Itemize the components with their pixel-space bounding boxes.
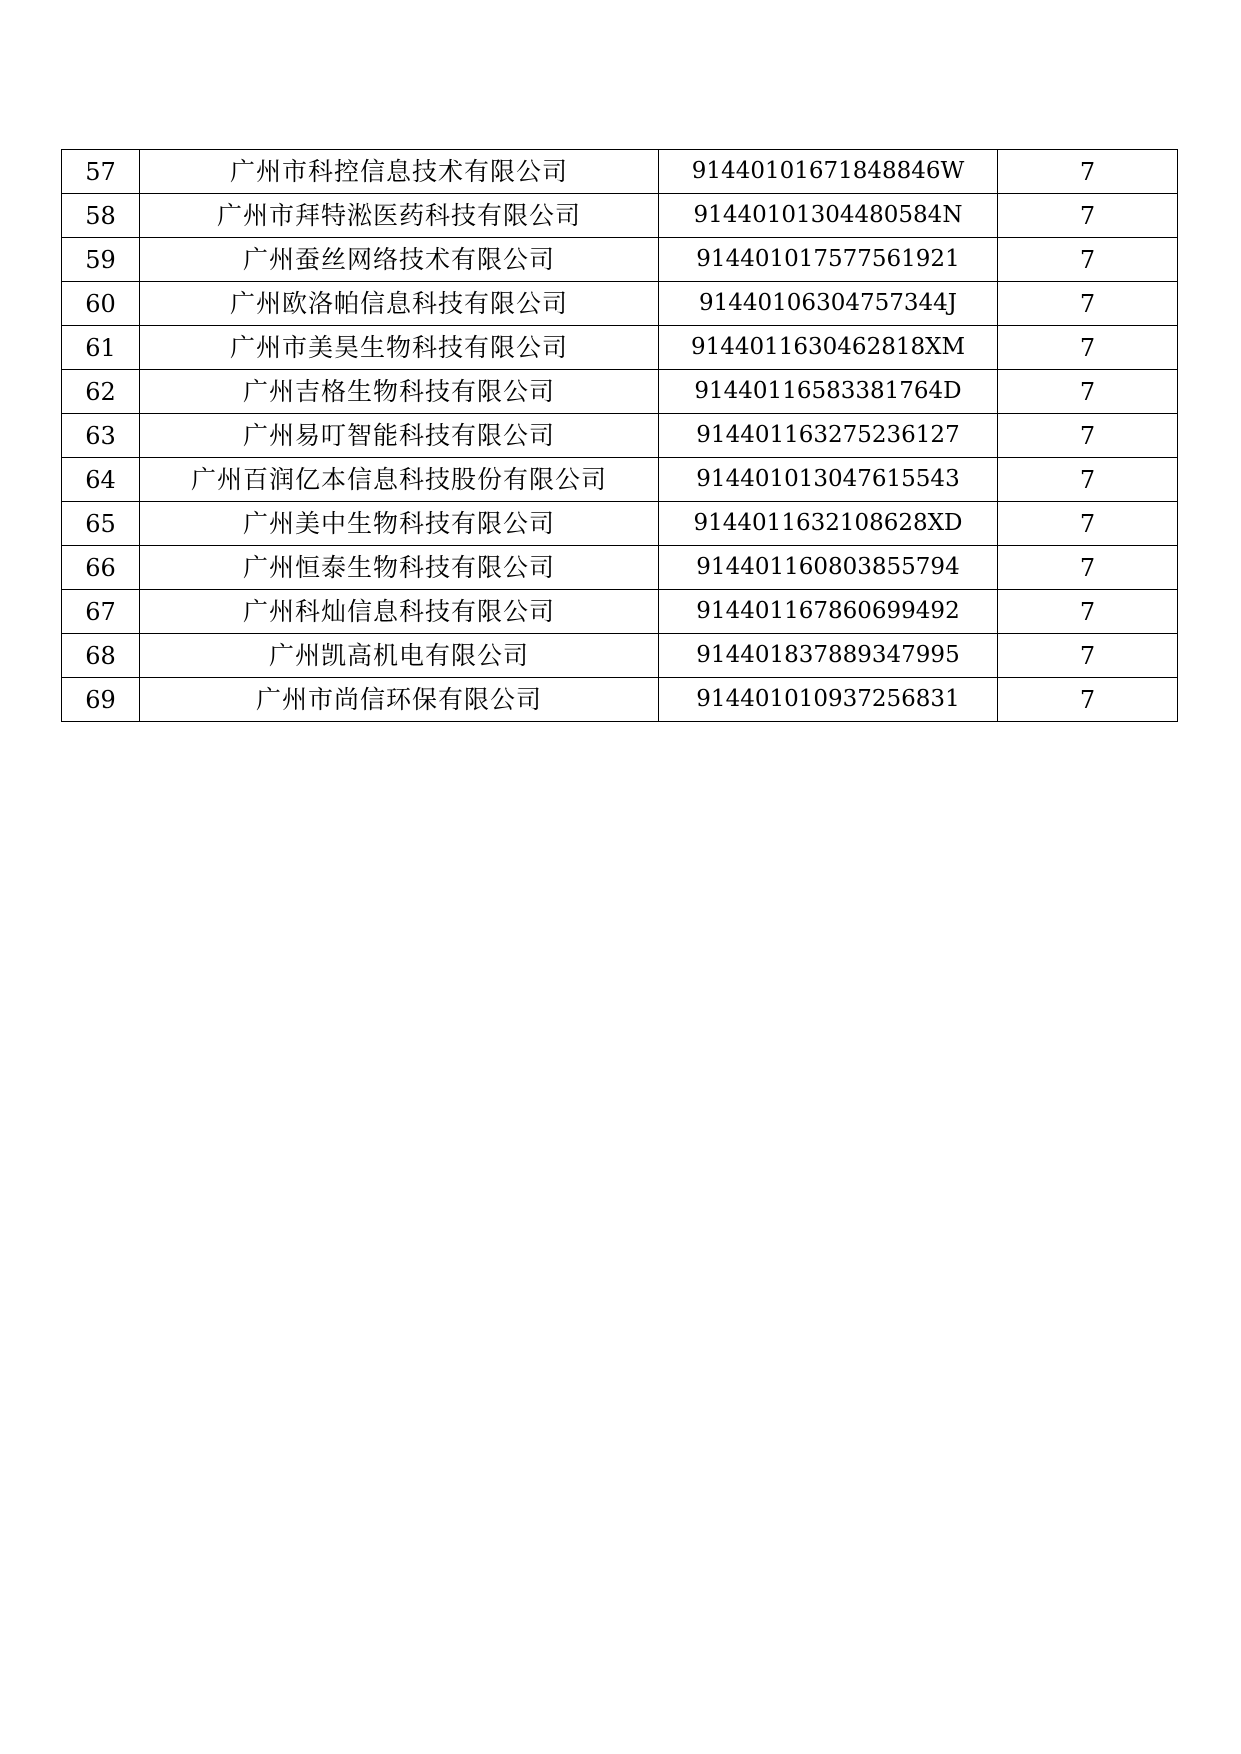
- company-name-cell: 广州市美昊生物科技有限公司: [140, 326, 659, 370]
- table-row: [62, 370, 1178, 414]
- credit-code-cell: 914401013047615543: [659, 458, 998, 502]
- value-cell: 7: [998, 590, 1178, 634]
- credit-code-cell: 91440101304480584N: [659, 194, 998, 238]
- credit-code-cell: 91440106304757344J: [659, 282, 998, 326]
- row-number-cell: 61: [62, 326, 140, 370]
- value-cell: 7: [998, 370, 1178, 414]
- table-row: [62, 238, 1178, 282]
- table-row: [62, 282, 1178, 326]
- row-number-cell: 64: [62, 458, 140, 502]
- table-row: [62, 590, 1178, 634]
- row-number-cell: 63: [62, 414, 140, 458]
- table-row: [62, 458, 1178, 502]
- value-cell: 7: [998, 678, 1178, 722]
- company-name-cell: 广州恒泰生物科技有限公司: [140, 546, 659, 590]
- value-cell: 7: [998, 414, 1178, 458]
- row-number-cell: 67: [62, 590, 140, 634]
- row-number-cell: 60: [62, 282, 140, 326]
- value-cell: 7: [998, 326, 1178, 370]
- credit-code-cell: 914401010937256831: [659, 678, 998, 722]
- row-number-cell: 58: [62, 194, 140, 238]
- table-row: [62, 414, 1178, 458]
- credit-code-cell: 91440101671848846W: [659, 150, 998, 194]
- row-number-cell: 66: [62, 546, 140, 590]
- company-name-cell: 广州百润亿本信息科技股份有限公司: [140, 458, 659, 502]
- company-name-cell: 广州美中生物科技有限公司: [140, 502, 659, 546]
- table-row: [62, 150, 1178, 194]
- company-name-cell: 广州科灿信息科技有限公司: [140, 590, 659, 634]
- credit-code-cell: 9144011632108628XD: [659, 502, 998, 546]
- credit-code-cell: 914401163275236127: [659, 414, 998, 458]
- company-name-cell: 广州市科控信息技术有限公司: [140, 150, 659, 194]
- company-name-cell: 广州易叮智能科技有限公司: [140, 414, 659, 458]
- company-name-cell: 广州市尚信环保有限公司: [140, 678, 659, 722]
- value-cell: 7: [998, 458, 1178, 502]
- row-number-cell: 68: [62, 634, 140, 678]
- company-name-cell: 广州欧洛帕信息科技有限公司: [140, 282, 659, 326]
- credit-code-cell: 914401167860699492: [659, 590, 998, 634]
- table-row: [62, 634, 1178, 678]
- table-row: [62, 678, 1178, 722]
- table-row: [62, 194, 1178, 238]
- table-row: [62, 326, 1178, 370]
- value-cell: 7: [998, 150, 1178, 194]
- row-number-cell: 69: [62, 678, 140, 722]
- credit-code-cell: 914401160803855794: [659, 546, 998, 590]
- company-table: [61, 149, 1178, 722]
- table-body: [62, 150, 1178, 722]
- credit-code-cell: 9144011630462818XM: [659, 326, 998, 370]
- credit-code-cell: 914401017577561921: [659, 238, 998, 282]
- value-cell: 7: [998, 634, 1178, 678]
- value-cell: 7: [998, 238, 1178, 282]
- table-row: [62, 502, 1178, 546]
- company-name-cell: 广州凯高机电有限公司: [140, 634, 659, 678]
- credit-code-cell: 914401837889347995: [659, 634, 998, 678]
- value-cell: 7: [998, 194, 1178, 238]
- credit-code-cell: 91440116583381764D: [659, 370, 998, 414]
- row-number-cell: 59: [62, 238, 140, 282]
- value-cell: 7: [998, 546, 1178, 590]
- company-name-cell: 广州蚕丝网络技术有限公司: [140, 238, 659, 282]
- company-name-cell: 广州吉格生物科技有限公司: [140, 370, 659, 414]
- row-number-cell: 62: [62, 370, 140, 414]
- table-row: [62, 546, 1178, 590]
- row-number-cell: 65: [62, 502, 140, 546]
- value-cell: 7: [998, 502, 1178, 546]
- value-cell: 7: [998, 282, 1178, 326]
- row-number-cell: 57: [62, 150, 140, 194]
- company-name-cell: 广州市拜特淞医药科技有限公司: [140, 194, 659, 238]
